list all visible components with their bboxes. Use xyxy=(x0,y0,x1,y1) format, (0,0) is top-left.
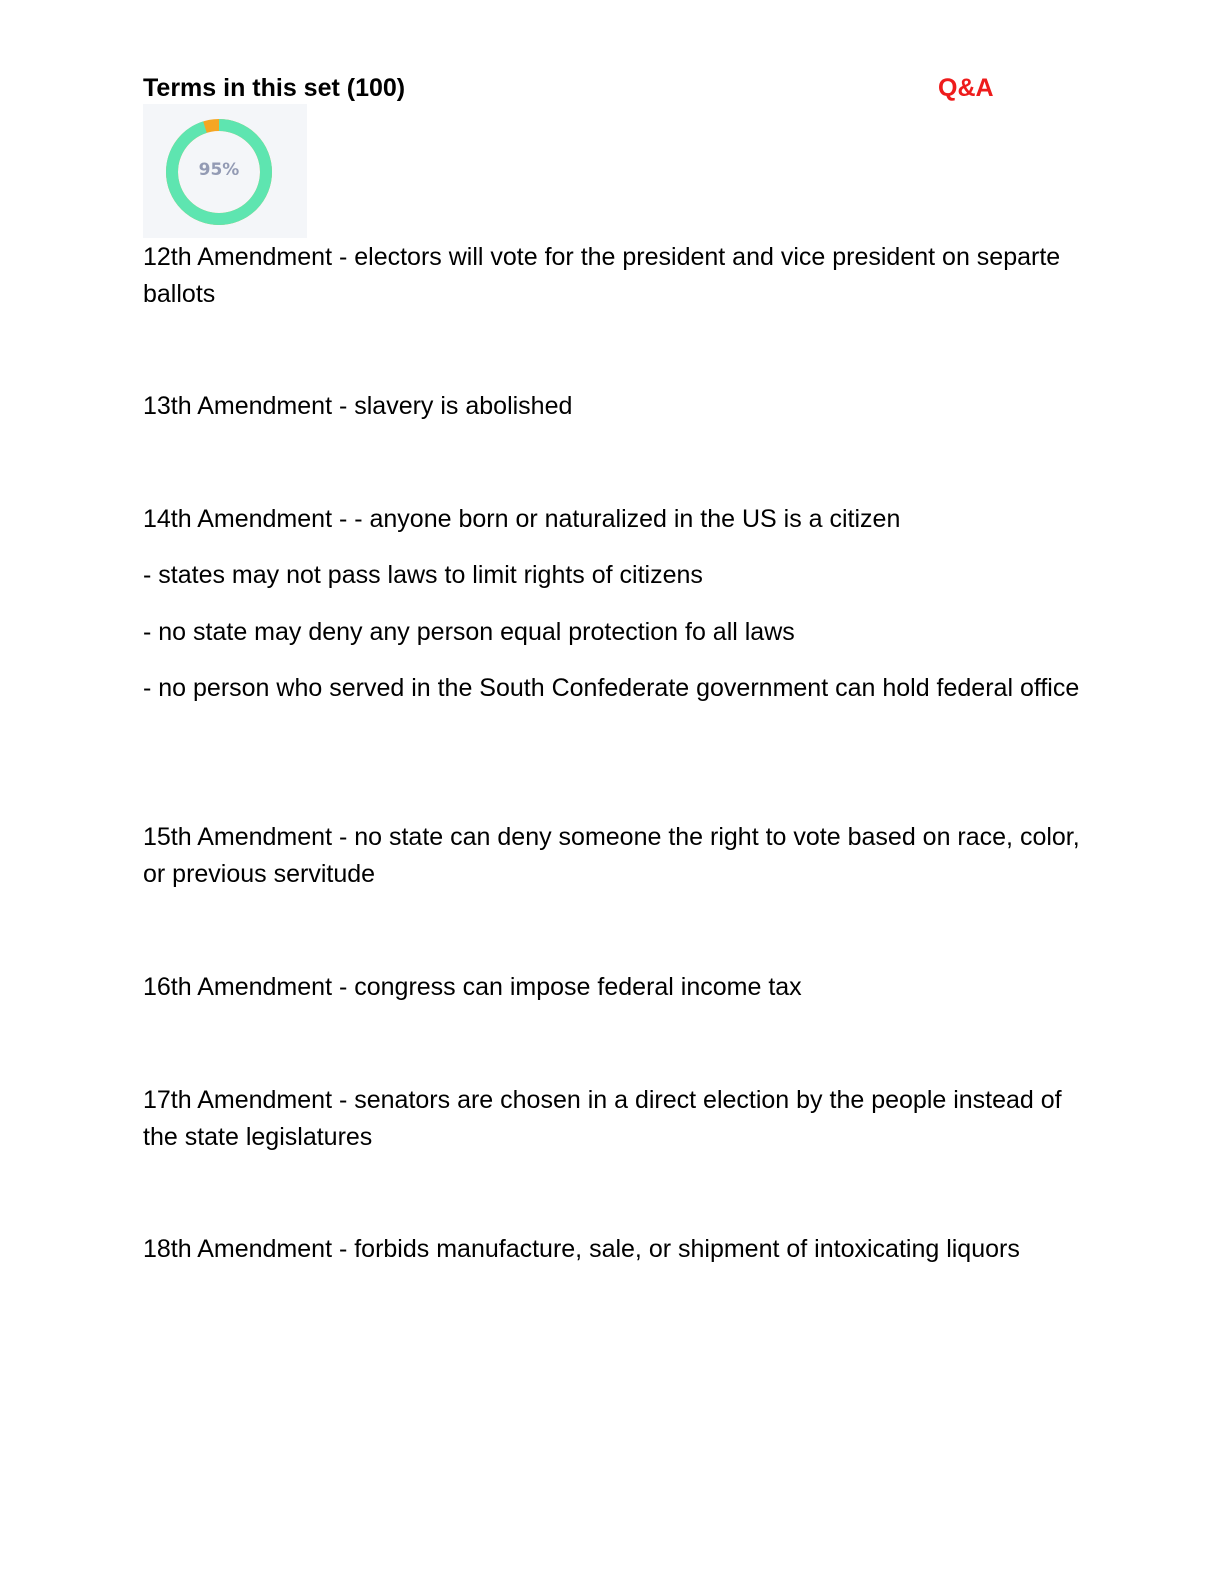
term-14th-amendment-point: - no person who served in the South Confederate government can hold federal office xyxy=(143,674,1080,702)
term-17th-amendment: 17th Amendment - senators are chosen in a direct election by the people instead of the state legislatures xyxy=(143,1086,1062,1151)
term-13th-amendment: 13th Amendment - slavery is abolished xyxy=(143,392,573,420)
qa-tag: Q&A xyxy=(938,74,994,102)
term-15th-amendment: 15th Amendment - no state can deny someone the right to vote based on race, color, or previous servitude xyxy=(143,823,1080,888)
progress-ring-widget xyxy=(143,104,307,238)
progress-percent: 95% xyxy=(198,160,240,180)
term-18th-amendment: 18th Amendment - forbids manufacture, sale, or shipment of intoxicating liquors xyxy=(143,1235,1020,1263)
term-14th-amendment: 14th Amendment - - anyone born or naturalized in the US is a citizen xyxy=(143,505,901,533)
term-14th-amendment-point: - states may not pass laws to limit rights of citizens xyxy=(143,561,703,589)
set-title: Terms in this set (100) xyxy=(143,74,406,102)
term-14th-amendment-point: - no state may deny any person equal protection fo all laws xyxy=(143,618,795,646)
term-16th-amendment: 16th Amendment - congress can impose federal income tax xyxy=(143,973,802,1001)
term-12th-amendment: 12th Amendment - electors will vote for the president and vice president on separte ballots xyxy=(143,243,1061,308)
